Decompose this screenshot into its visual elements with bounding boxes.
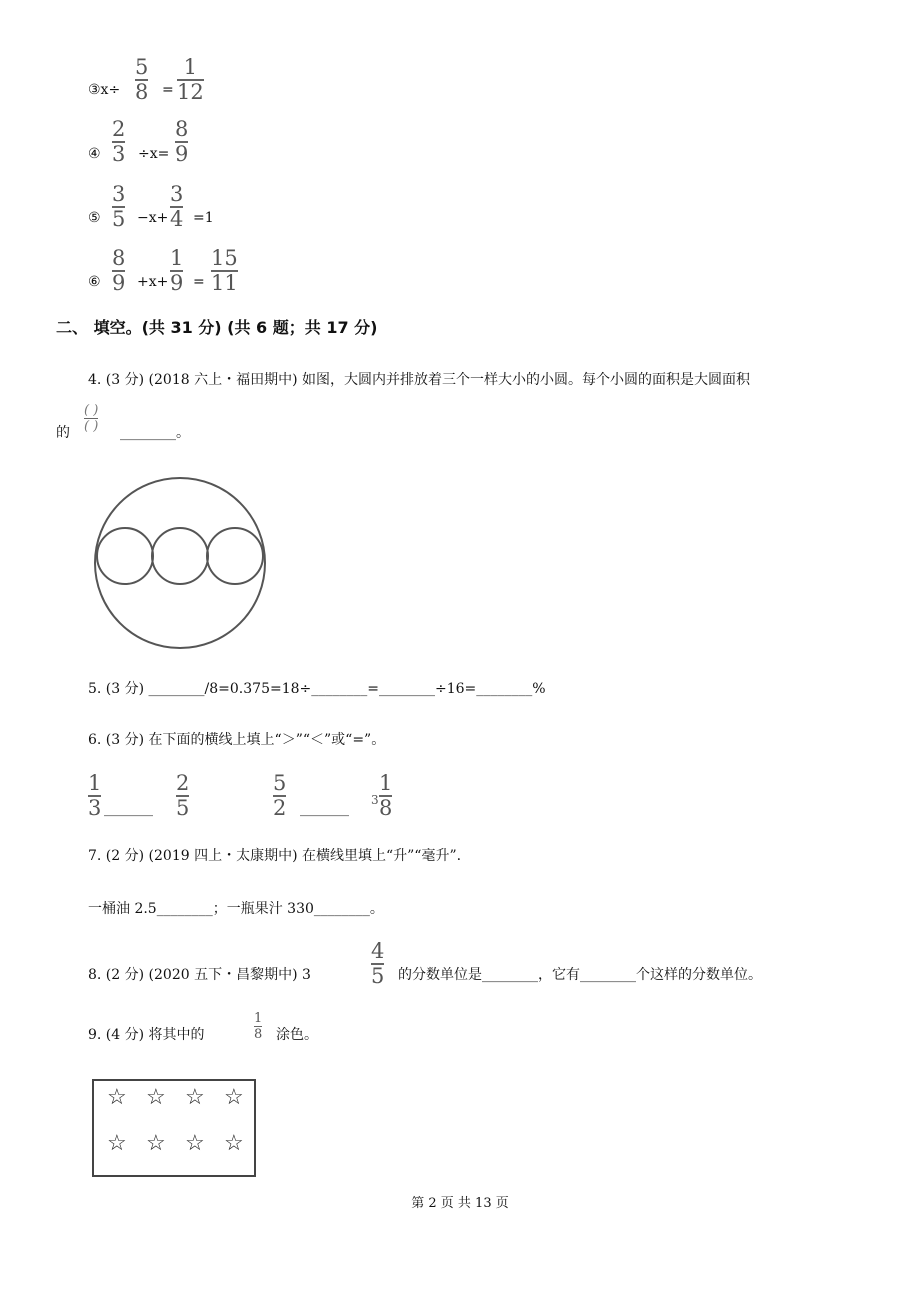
question-6-text: 6. (3 分) 在下面的横线上填上“＞”“＜”或“=”。 <box>88 732 386 748</box>
compare-blank: _______ <box>300 801 349 817</box>
eq-operator: +x+ <box>137 274 169 290</box>
circle-figure <box>92 474 268 654</box>
fraction: 1 3 <box>88 771 102 820</box>
fraction: 5 8 <box>135 55 149 104</box>
fraction: 4 5 <box>371 939 385 988</box>
large-circle <box>95 478 265 648</box>
eq-tail: =1 <box>193 210 214 226</box>
question-7-line2: 一桶油 2.5________；一瓶果汁 330________。 <box>88 901 384 917</box>
star-box <box>92 1079 256 1177</box>
fraction: 1 8 <box>254 1011 263 1042</box>
eq-label: ④ <box>88 146 101 162</box>
question-9-prefix: 9. (4 分) 将其中的 <box>88 1027 205 1043</box>
answer-blank: ________。 <box>120 425 190 441</box>
fraction: 8 9 <box>112 246 126 295</box>
fraction: 8 9 <box>175 117 189 166</box>
fraction: 3 5 <box>112 182 126 231</box>
eq-label: ③x÷ <box>88 82 121 98</box>
eq-label: ⑤ <box>88 210 101 226</box>
fraction: 15 11 <box>211 246 238 295</box>
fraction: 1 8 <box>379 771 393 820</box>
eq-operator: = <box>162 82 174 98</box>
question-4-prefix: 的 <box>56 425 70 441</box>
fraction: 1 12 <box>177 55 204 104</box>
fraction-placeholder: ( ) ( ) <box>84 403 99 434</box>
question-4-text: 4. (3 分) (2018 六上・福田期中) 如图，大圆内并排放着三个一样大小的小圆。每个小圆的面积是大圆面积 <box>88 372 750 388</box>
fraction: 2 3 <box>112 117 126 166</box>
fraction: 1 9 <box>170 246 184 295</box>
fraction: 2 5 <box>176 771 190 820</box>
star-icon: ☆ <box>146 1131 166 1156</box>
star-icon: ☆ <box>107 1131 127 1156</box>
star-icon: ☆ <box>146 1085 166 1110</box>
question-7-text: 7. (2 分) (2019 四上・太康期中) 在横线里填上“升”“毫升”. <box>88 848 462 864</box>
compare-blank: _______ <box>104 801 153 817</box>
small-circle-right <box>207 528 263 584</box>
question-8-suffix: 的分数单位是________，它有________个这样的分数单位。 <box>398 967 762 983</box>
star-icon: ☆ <box>224 1131 244 1156</box>
fraction: 5 2 <box>273 771 287 820</box>
small-circle-middle <box>152 528 208 584</box>
section-heading: 二、 填空。(共 31 分) (共 6 题；共 17 分) <box>56 318 378 337</box>
fraction: 3 4 <box>170 182 184 231</box>
question-8-prefix: 8. (2 分) (2020 五下・昌黎期中) 3 <box>88 967 311 983</box>
mixed-whole: 3 <box>371 793 379 807</box>
star-icon: ☆ <box>185 1131 205 1156</box>
page-footer: 第 2 页 共 13 页 <box>411 1196 509 1211</box>
eq-operator: ÷x= <box>138 146 170 162</box>
eq-label: ⑥ <box>88 274 101 290</box>
eq-operator: −x+ <box>137 210 169 226</box>
star-icon: ☆ <box>224 1085 244 1110</box>
eq-operator: = <box>193 274 205 290</box>
question-9-suffix: 涂色。 <box>276 1027 318 1043</box>
small-circle-left <box>97 528 153 584</box>
star-icon: ☆ <box>107 1085 127 1110</box>
question-5-text: 5. (3 分) ________/8=0.375=18÷________=________÷16=________% <box>88 681 546 697</box>
star-icon: ☆ <box>185 1085 205 1110</box>
